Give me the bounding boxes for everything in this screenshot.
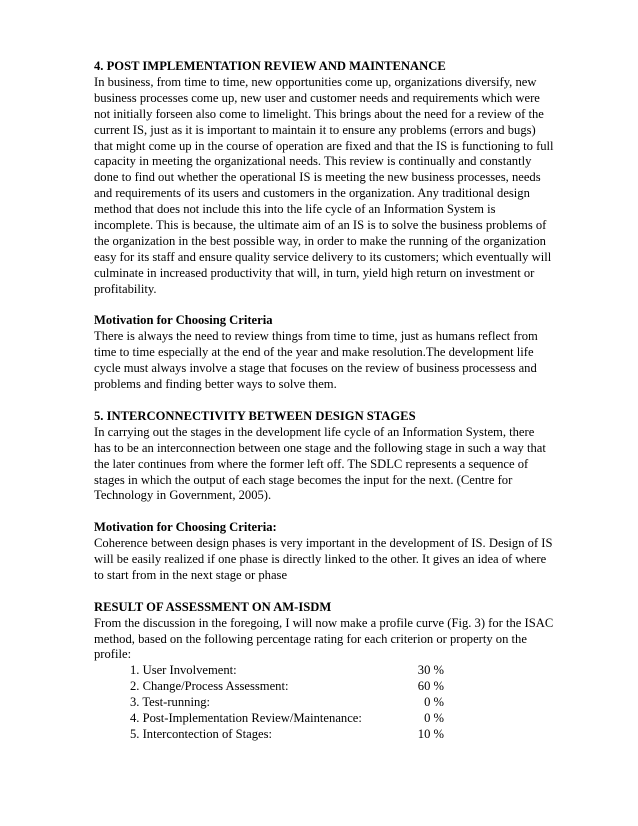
rating-label: 2. Change/Process Assessment: (130, 679, 289, 694)
list-item (94, 663, 554, 679)
rating-value: 60 % (417, 679, 444, 694)
rating-value: 0 % (424, 711, 444, 726)
section-body: In carrying out the stages in the development life cycle of an Information System, there has to be an interconnection between one stage and the following stage in such a way that the later continues from where the former left off. The SDLC represents a sequence of stages in which the output of each stage becomes the input for the next. (Centre for Technology in Government, 2005). (94, 424, 546, 503)
list-item (94, 695, 554, 711)
section-heading: RESULT OF ASSESSMENT ON AM-ISDM (94, 599, 332, 614)
rating-label: 1. User Involvement: (130, 663, 237, 678)
section-interconnectivity (94, 409, 554, 504)
section-motivation-1 (94, 313, 554, 393)
section-heading: 4. POST IMPLEMENTATION REVIEW AND MAINTENANCE (94, 59, 446, 73)
rating-list (94, 663, 554, 743)
rating-value: 30 % (417, 663, 444, 678)
rating-value: 10 % (417, 727, 444, 741)
section-motivation-2 (94, 520, 554, 584)
rating-label: 4. Post-Implementation Review/Maintenance: (130, 711, 362, 726)
section-body: There is always the need to review things from time to time, just as humans reflect from time to time especially at the end of the year and make resolution.The development life cycle must always involve a stage that focuses on the review of business processess and problems and finding better ways to solve them. (94, 329, 538, 392)
section-post-implementation (94, 59, 554, 298)
section-heading: Motivation for Choosing Criteria (94, 313, 273, 328)
section-heading: Motivation for Choosing Criteria: (94, 520, 277, 535)
list-item (94, 711, 554, 727)
section-heading: 5. INTERCONNECTIVITY BETWEEN DESIGN STAGES (94, 408, 416, 423)
section-body: Coherence between design phases is very important in the development of IS. Design of IS will be easily realized if one phase is directly linked to the other. It gives an idea of where to start from in the next stage or phase (94, 536, 553, 582)
rating-label: 5. Intercontection of Stages: (130, 727, 272, 741)
list-item (94, 727, 554, 743)
rating-value: 0 % (424, 695, 444, 710)
section-body: From the discussion in the foregoing, I will now make a profile curve (Fig. 3) for the ISAC method, based on the following percentage rating for each criterion or property on the profile: (94, 615, 554, 662)
list-item (94, 679, 554, 695)
rating-label: 3. Test-running: (130, 695, 211, 710)
document-content (94, 59, 554, 743)
section-result (94, 600, 554, 743)
section-body: In business, from time to time, new opportunities come up, organizations diversify, new business processes come up, new user and customer needs and requirements which were not initially forseen also come to limelight. This brings about the need for a review of the current IS, just as it is important to maintain it to ensure any problems (errors and bugs) that might come up in the course of operation are fixed and that the IS is functioning to full capacity in meeting the organizational needs. This review is continually and constantly done to find out whether the operational IS is meeting the new business processes, needs and requirements of its users and customers in the organization. Any traditional design method that does not include this into the life cycle of an Information System is incomplete. This is because, the ultimate aim of an IS is to solve the business problems of the organization in the best possible way, in order to make the running of the organization easy for its staff and ensure quality service delivery to its customers; which eventually will culminate in increased productivity that will, in turn, yield high return on investment or profitability. (94, 74, 554, 296)
